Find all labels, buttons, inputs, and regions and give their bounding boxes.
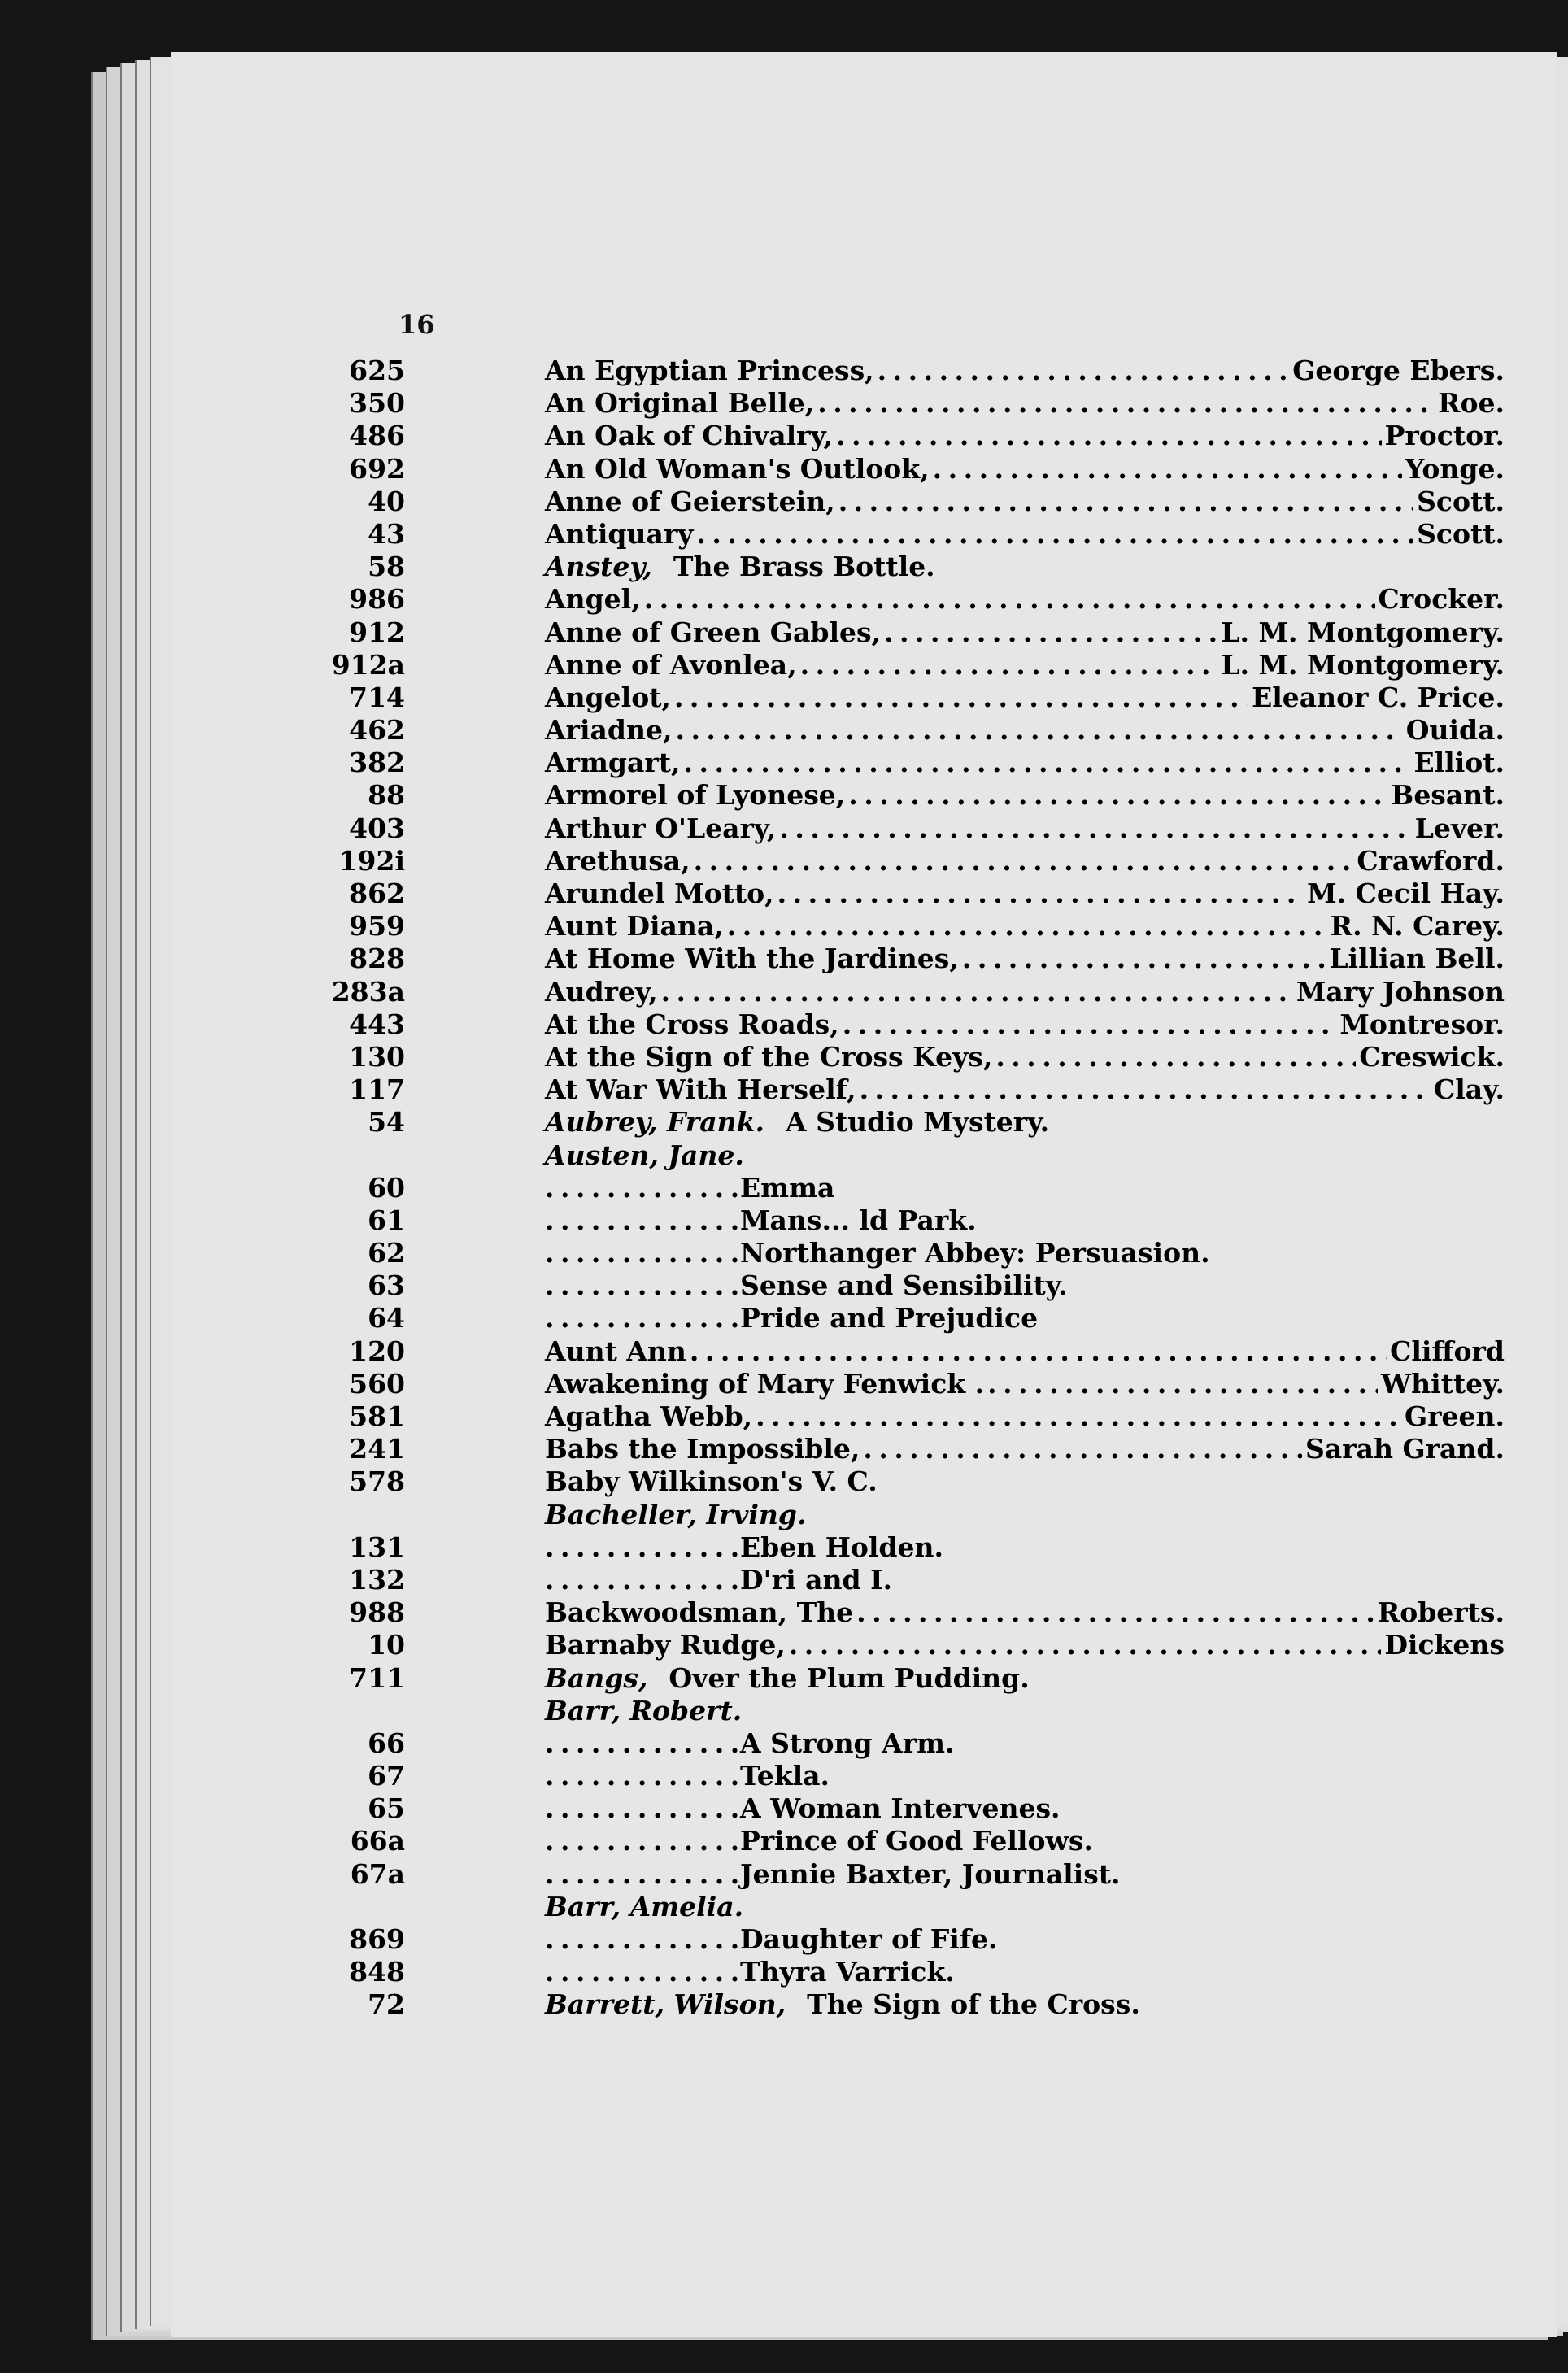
- catalog-entry-list: [331, 355, 1505, 2022]
- author-heading: Austen, Jane.: [545, 1139, 744, 1171]
- entry-title: A Strong Arm.: [740, 1726, 955, 1759]
- entry-number: 72: [368, 1988, 405, 2021]
- catalog-entry: [349, 714, 1505, 747]
- dot-leader: [545, 1727, 740, 1760]
- entry-title: Anne of Avonlea,: [545, 648, 797, 681]
- dot-leader: [545, 1237, 740, 1269]
- entry-number: 462: [349, 714, 405, 747]
- entry-author: Eleanor C. Price.: [1252, 681, 1505, 713]
- entry-number: 88: [368, 779, 405, 812]
- entry-title: The Brass Bottle.: [673, 551, 935, 583]
- entry-title: Barnaby Rudge,: [545, 1629, 786, 1661]
- entry-number: 43: [368, 517, 405, 550]
- catalog-entry: [349, 877, 1505, 910]
- catalog-entry: [368, 1237, 1505, 1269]
- catalog-entry: [349, 1008, 1505, 1041]
- entry-title: Aunt Diana,: [545, 910, 724, 943]
- dot-leader: [683, 747, 1410, 779]
- catalog-entry: [423, 1695, 1505, 1727]
- entry-title: At the Sign of the Cross Keys,: [545, 1040, 993, 1073]
- catalog-entry: [349, 1367, 1505, 1400]
- author-heading: Aubrey, Frank.: [545, 1106, 765, 1139]
- entry-number: 283a: [331, 975, 405, 1008]
- entry-number: 65: [368, 1792, 405, 1825]
- entry-author: M. Cecil Hay.: [1307, 877, 1505, 909]
- entry-number: 67: [368, 1760, 405, 1792]
- entry-number: 63: [368, 1269, 405, 1302]
- entry-number: 54: [368, 1106, 405, 1139]
- dot-leader: [545, 1172, 740, 1204]
- entry-author: Yonge.: [1405, 452, 1505, 485]
- dot-leader: [856, 1596, 1374, 1629]
- entry-title: Anne of Green Gables,: [545, 616, 882, 648]
- catalog-entry: [349, 1073, 1505, 1106]
- entry-number: 869: [349, 1923, 405, 1955]
- entry-author: L. M. Montgomery.: [1221, 648, 1505, 681]
- catalog-entry: [349, 1433, 1505, 1465]
- entry-author: Crawford.: [1357, 844, 1505, 877]
- catalog-entry: [349, 616, 1505, 649]
- catalog-entry: [349, 1530, 1505, 1564]
- entry-author: R. N. Carey.: [1330, 910, 1505, 943]
- entry-number: 58: [368, 551, 405, 583]
- entry-title: Audrey,: [545, 975, 658, 1008]
- entry-number: 828: [349, 943, 405, 975]
- entry-title: Angelot,: [545, 681, 671, 713]
- entry-title: Thyra Varrick.: [740, 1956, 955, 1988]
- entry-title: Tekla.: [740, 1760, 830, 1792]
- dot-leader: [644, 583, 1375, 616]
- dot-leader: [690, 1335, 1387, 1368]
- entry-title: Ariadne,: [545, 714, 673, 747]
- entry-number: 120: [349, 1335, 405, 1367]
- entry-title: Over the Plum Pudding.: [669, 1661, 1030, 1694]
- entry-author: Lever.: [1414, 812, 1505, 844]
- catalog-entry: [349, 812, 1505, 845]
- catalog-entry: [368, 1269, 1505, 1302]
- dot-leader: [545, 1564, 740, 1596]
- catalog-entry: [368, 551, 1505, 583]
- dot-leader: [884, 616, 1217, 649]
- author-heading: Barr, Robert.: [545, 1694, 743, 1726]
- entry-number: 912a: [331, 648, 405, 681]
- entry-number: 959: [349, 910, 405, 943]
- entry-title: Northanger Abbey: Persuasion.: [740, 1237, 1210, 1269]
- catalog-entry: [349, 681, 1505, 714]
- entry-number: 192i: [338, 844, 405, 877]
- entry-title: At War With Herself,: [545, 1073, 856, 1106]
- entry-title: Armgart,: [545, 747, 681, 779]
- entry-number: 403: [349, 812, 405, 844]
- entry-title: Angel,: [545, 583, 641, 616]
- entry-title: The Sign of the Cross.: [807, 1988, 1140, 2021]
- dot-leader: [848, 779, 1387, 812]
- catalog-entry: [349, 1923, 1505, 1956]
- entry-author: Clifford: [1390, 1335, 1505, 1367]
- entry-author: Mary Johnson: [1296, 975, 1505, 1008]
- dot-leader: [843, 1008, 1337, 1041]
- catalog-entry: [368, 779, 1505, 812]
- dot-leader: [694, 845, 1354, 877]
- dot-leader: [777, 877, 1304, 910]
- entry-number: 862: [349, 877, 405, 909]
- entry-number: 132: [349, 1563, 405, 1596]
- catalog-entry: [349, 1465, 1505, 1498]
- catalog-entry: [349, 1596, 1505, 1629]
- entry-title: Aunt Ann: [545, 1335, 686, 1367]
- entry-title: Prince of Good Fellows.: [740, 1825, 1093, 1857]
- entry-number: 350: [349, 387, 405, 420]
- catalog-entry: [349, 1956, 1505, 1988]
- entry-author: Elliot.: [1413, 747, 1505, 779]
- entry-author: Green.: [1404, 1400, 1505, 1432]
- catalog-entry: [349, 387, 1505, 420]
- catalog-entry: [368, 1988, 1505, 2021]
- entry-author: Sarah Grand.: [1305, 1433, 1505, 1465]
- dot-leader: [987, 1368, 1378, 1400]
- entry-number: 66a: [350, 1825, 405, 1857]
- dot-leader: [878, 355, 1290, 387]
- dot-leader: [863, 1433, 1302, 1465]
- entry-title: An Old Woman's Outlook,: [545, 452, 930, 485]
- dot-leader: [962, 943, 1326, 975]
- entry-title: Jennie Baxter, Journalist.: [740, 1857, 1121, 1890]
- catalog-entry: [338, 844, 1505, 877]
- entry-title: Armorel of Lyonese,: [545, 779, 846, 812]
- entry-author: Roe.: [1438, 387, 1505, 420]
- dot-leader: [800, 649, 1218, 681]
- entry-title: Arethusa,: [545, 844, 690, 877]
- entry-number: 130: [349, 1040, 405, 1073]
- dot-leader: [661, 976, 1293, 1008]
- catalog-entry: [350, 1825, 1505, 1857]
- catalog-entry: [349, 1335, 1505, 1368]
- entry-number: 443: [349, 1008, 405, 1040]
- entry-number: 10: [368, 1629, 405, 1661]
- entry-number: 625: [349, 355, 405, 386]
- entry-title: At Home With the Jardines,: [545, 943, 959, 975]
- dot-leader: [817, 387, 1435, 420]
- catalog-entry: [423, 1139, 1505, 1172]
- entry-number: 382: [349, 747, 405, 779]
- entry-author: L. M. Montgomery.: [1221, 616, 1505, 648]
- entry-title: A Woman Intervenes.: [740, 1792, 1061, 1825]
- entry-author: Creswick.: [1359, 1040, 1505, 1073]
- entry-author: Dickens: [1384, 1629, 1505, 1661]
- catalog-entry: [349, 452, 1505, 485]
- entry-number: 986: [349, 583, 405, 616]
- entry-title: Arthur O'Leary,: [545, 812, 777, 844]
- entry-title: Awakening of Mary Fenwick .: [545, 1367, 985, 1400]
- entry-author: Scott.: [1417, 485, 1505, 517]
- catalog-entry: [349, 1040, 1505, 1073]
- catalog-entry: [423, 1891, 1505, 1923]
- catalog-entry: [368, 1760, 1505, 1792]
- entry-title: At the Cross Roads,: [545, 1008, 839, 1040]
- dot-leader: [545, 1760, 740, 1792]
- dot-leader: [545, 1923, 740, 1956]
- entry-number: 64: [368, 1302, 405, 1335]
- entry-number: 912: [349, 616, 405, 648]
- dot-leader: [836, 420, 1382, 452]
- catalog-entry: [368, 1726, 1505, 1760]
- entry-number: 131: [349, 1530, 405, 1563]
- catalog-entry: [331, 975, 1505, 1008]
- entry-number: 60: [368, 1171, 405, 1204]
- entry-number: 40: [368, 485, 405, 517]
- entry-author: Besant.: [1391, 779, 1505, 812]
- entry-number: 67a: [350, 1857, 405, 1890]
- catalog-entry: [368, 1629, 1505, 1661]
- catalog-entry: [349, 910, 1505, 943]
- entry-author: Ouida.: [1405, 714, 1505, 747]
- entry-number: 578: [349, 1465, 405, 1498]
- catalog-entry: [349, 420, 1505, 452]
- entry-title: Agatha Webb,: [545, 1400, 753, 1432]
- dot-leader: [545, 1956, 740, 1988]
- dot-leader: [545, 1825, 740, 1857]
- entry-title: Backwoodsman, The: [545, 1596, 854, 1629]
- catalog-entry: [368, 1204, 1505, 1237]
- entry-number: 486: [349, 420, 405, 452]
- dot-leader: [756, 1400, 1401, 1433]
- dot-leader: [545, 1269, 740, 1302]
- catalog-entry: [349, 1661, 1505, 1695]
- catalog-entry: [368, 1171, 1505, 1204]
- entry-number: 848: [349, 1956, 405, 1988]
- catalog-entry: [349, 355, 1505, 387]
- dot-leader: [727, 910, 1327, 943]
- page-number: 16: [399, 309, 435, 340]
- entry-title: A Studio Mystery.: [786, 1106, 1050, 1139]
- dot-leader: [933, 453, 1402, 485]
- entry-title: Eben Holden.: [740, 1530, 943, 1563]
- entry-number: 66: [368, 1726, 405, 1759]
- entry-title: Baby Wilkinson's V. C.: [545, 1465, 878, 1498]
- author-heading: Barr, Amelia.: [545, 1890, 744, 1922]
- entry-number: 241: [349, 1433, 405, 1465]
- catalog-entry: [349, 747, 1505, 779]
- entry-title: Antiquary: [545, 517, 694, 550]
- dot-leader: [674, 681, 1248, 714]
- entry-number: 62: [368, 1237, 405, 1269]
- entry-author: Crocker.: [1378, 583, 1505, 616]
- author-heading: Barrett, Wilson,: [545, 1988, 786, 2021]
- entry-title: Arundel Motto,: [545, 877, 774, 909]
- dot-leader: [789, 1629, 1381, 1661]
- entry-author: Scott.: [1417, 517, 1505, 550]
- catalog-entry: [368, 1792, 1505, 1825]
- entry-title: Babs the Impossible,: [545, 1433, 860, 1465]
- entry-title: An Egyptian Princess,: [545, 355, 874, 386]
- entry-number: 581: [349, 1400, 405, 1432]
- dot-leader: [696, 518, 1413, 551]
- entry-author: Proctor.: [1384, 420, 1505, 452]
- entry-title: Emma: [740, 1171, 835, 1204]
- entry-title: An Oak of Chivalry,: [545, 420, 834, 452]
- entry-author: Roberts.: [1377, 1596, 1505, 1629]
- catalog-entry: [368, 485, 1505, 518]
- dot-leader: [545, 1531, 740, 1564]
- entry-author: Montresor.: [1339, 1008, 1505, 1040]
- catalog-entry: [368, 1302, 1505, 1335]
- dot-leader: [545, 1792, 740, 1825]
- entry-title: Mans... ld Park.: [740, 1204, 977, 1236]
- entry-title: An Original Belle,: [545, 387, 815, 420]
- entry-title: Sense and Sensibility.: [740, 1269, 1068, 1302]
- entry-title: D'ri and I.: [740, 1563, 892, 1596]
- catalog-entry: [349, 1563, 1505, 1596]
- entry-number: 560: [349, 1367, 405, 1400]
- entry-title: Anne of Geierstein,: [545, 485, 835, 517]
- entry-author: Lillian Bell.: [1329, 943, 1505, 975]
- catalog-entry: [349, 583, 1505, 616]
- entry-number: 61: [368, 1204, 405, 1236]
- catalog-entry: [350, 1857, 1505, 1891]
- author-heading: Anstey,: [545, 551, 652, 583]
- dot-leader: [545, 1204, 740, 1237]
- entry-title: Daughter of Fife.: [740, 1923, 998, 1955]
- dot-leader: [545, 1302, 740, 1335]
- catalog-entry: [368, 1106, 1505, 1139]
- dot-leader: [545, 1858, 740, 1891]
- catalog-entry: [423, 1499, 1505, 1531]
- entry-number: 714: [349, 681, 405, 713]
- author-heading: Bangs,: [545, 1661, 648, 1694]
- author-heading: Bacheller, Irving.: [545, 1498, 807, 1530]
- dot-leader: [675, 714, 1402, 747]
- dot-leader: [995, 1041, 1356, 1073]
- entry-author: Clay.: [1433, 1073, 1505, 1106]
- entry-number: 711: [349, 1661, 405, 1694]
- entry-number: 117: [349, 1073, 405, 1106]
- catalog-entry: [349, 1400, 1505, 1433]
- entry-title: Pride and Prejudice: [740, 1302, 1039, 1335]
- dot-leader: [860, 1073, 1431, 1106]
- entry-number: 692: [349, 452, 405, 485]
- entry-author: Whittey.: [1381, 1367, 1505, 1400]
- catalog-entry: [331, 648, 1505, 681]
- entry-author: George Ebers.: [1292, 355, 1505, 386]
- catalog-entry: [368, 517, 1505, 551]
- dot-leader: [838, 485, 1413, 518]
- catalog-entry: [349, 943, 1505, 975]
- dot-leader: [779, 812, 1411, 845]
- entry-number: 988: [349, 1596, 405, 1629]
